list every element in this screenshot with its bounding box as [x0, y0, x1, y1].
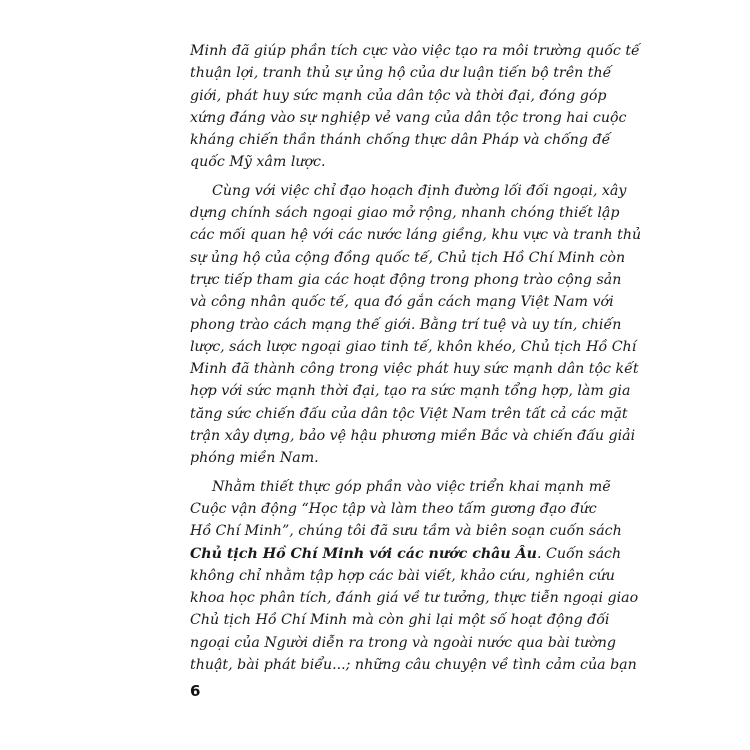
text-line: sự ủng hộ của cộng đồng quốc tế, Chủ tịch Hồ Chí Minh còn: [190, 249, 626, 266]
text-line: ngoại của Người diễn ra trong và ngoài nước qua bài tường: [190, 634, 616, 651]
text-line: phong trào cách mạng thế giới. Bằng trí tuệ và uy tín, chiến: [190, 316, 622, 333]
text-line: Chủ tịch Hồ Chí Minh mà còn ghi lại một số hoạt động đối: [190, 612, 610, 629]
text-line: các mối quan hệ với các nước láng giềng, khu vực và tranh thủ: [190, 227, 642, 244]
paragraph-2: [190, 180, 642, 470]
text-line: dựng chính sách ngoại giao mở rộng, nhanh chóng thiết lập: [190, 205, 620, 222]
text-line: không chỉ nhằm tập hợp các bài viết, khảo cứu, nghiên cứu: [190, 567, 615, 584]
body-text: [190, 40, 642, 676]
paragraph-1: [190, 40, 640, 174]
text-line: lược, sách lược ngoại giao tinh tế, khôn khéo, Chủ tịch Hồ Chí: [190, 338, 637, 355]
text-line: thuận lợi, tranh thủ sự ủng hộ của dư luận tiến bộ trên thế: [190, 65, 612, 82]
text-fragment: . Cuốn sách: [536, 545, 622, 562]
text-line: trực tiếp tham gia các hoạt động trong phong trào cộng sản: [190, 271, 622, 288]
text-line: Nhằm thiết thực góp phần vào việc triển khai mạnh mẽ: [212, 478, 611, 495]
text-line: trận xây dựng, bảo vệ hậu phương miền Bắc và chiến đấu giải: [190, 428, 636, 445]
text-line: Cùng với việc chỉ đạo hoạch định đường lối đối ngoại, xây: [212, 182, 627, 199]
text-line: tăng sức chiến đấu của dân tộc Việt Nam trên tất cả các mặt: [190, 405, 628, 422]
text-line: Hồ Chí Minh”, chúng tôi đã sưu tầm và biên soạn cuốn sách: [190, 523, 622, 540]
text-line: Cuộc vận động “Học tập và làm theo tấm gương đạo đức: [190, 500, 597, 517]
text-line: hợp với sức mạnh thời đại, tạo ra sức mạnh tổng hợp, làm gia: [190, 383, 631, 400]
text-line: phóng miền Nam.: [190, 450, 319, 467]
text-line: Minh đã giúp phần tích cực vào việc tạo ra môi trường quốc tế: [190, 43, 640, 59]
text-line: Minh đã thành công trong việc phát huy sức mạnh dân tộc kết: [190, 361, 639, 378]
text-line: quốc Mỹ xâm lược.: [190, 154, 326, 171]
text-line: [190, 543, 622, 565]
text-line: giới, phát huy sức mạnh của dân tộc và thời đại, đóng góp: [190, 87, 607, 104]
text-line: kháng chiến thần thánh chống thực dân Pháp và chống đế: [190, 132, 611, 149]
text-line: xứng đáng vào sự nghiệp vẻ vang của dân tộc trong hai cuộc: [190, 109, 627, 126]
book-title: Chủ tịch Hồ Chí Minh với các nước châu Âu: [190, 545, 537, 562]
text-line: thuật, bài phát biểu...; những câu chuyện về tình cảm của bạn: [190, 657, 637, 674]
page-number: 6: [190, 682, 201, 700]
paragraph-3: [190, 476, 639, 677]
text-line: và công nhân quốc tế, qua đó gắn cách mạng Việt Nam với: [190, 294, 614, 311]
text-line: khoa học phân tích, đánh giá về tư tưởng, thực tiễn ngoại giao: [190, 590, 639, 607]
